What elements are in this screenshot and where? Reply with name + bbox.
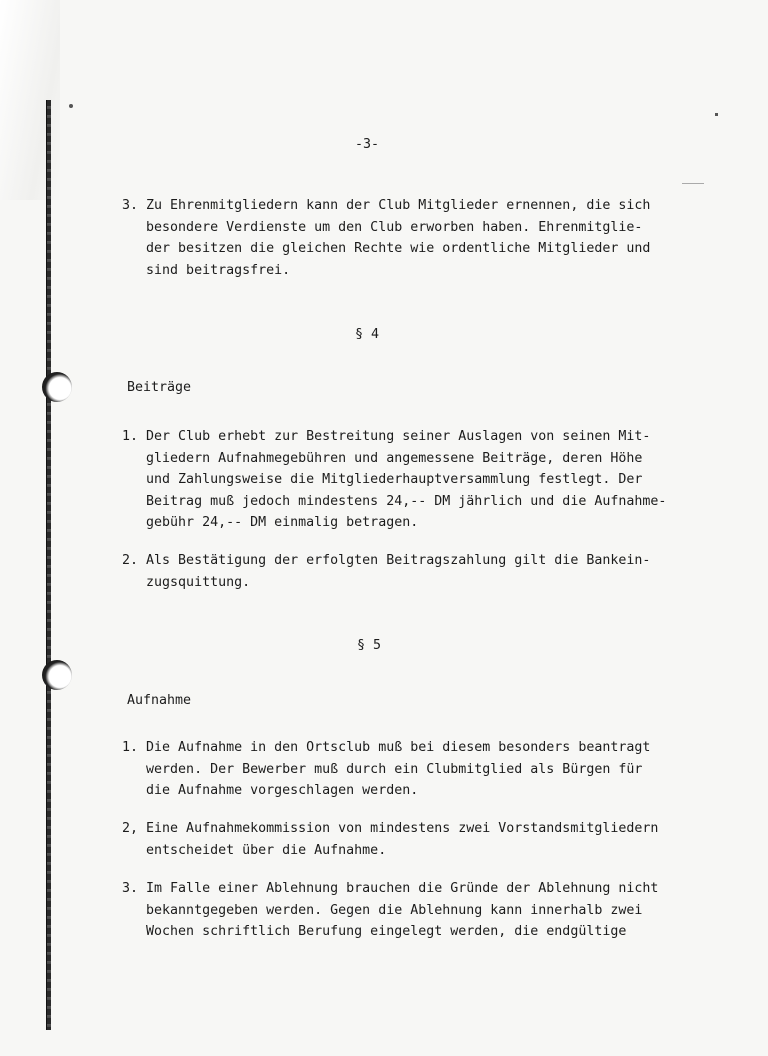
text-line: gliedern Aufnahmegebühren und angemessene Beiträge, deren Höhe bbox=[146, 450, 643, 466]
text-line: Als Bestätigung der erfolgten Beitragszahlung gilt die Bankein- bbox=[146, 553, 651, 568]
text-line: besondere Verdienste um den Club erworben haben. Ehrenmitglie- bbox=[146, 219, 643, 235]
list-item bbox=[122, 737, 650, 802]
list-item bbox=[122, 818, 658, 861]
text-line: zugsquittung. bbox=[146, 574, 251, 590]
text-line: der besitzen die gleichen Rechte wie ordentliche Mitglieder und bbox=[146, 241, 651, 256]
text-line: Beitrag muß jedoch mindestens 24,-- DM jährlich und die Aufnahme- bbox=[146, 493, 667, 509]
punch-hole-lower bbox=[42, 660, 72, 690]
list-number: 3. bbox=[122, 881, 139, 896]
text-line: entscheidet über die Aufnahme. bbox=[146, 842, 387, 858]
stray-mark bbox=[682, 183, 704, 184]
text-line: gebühr 24,-- DM einmalig betragen. bbox=[146, 515, 419, 530]
text-line: die Aufnahme vorgeschlagen werden. bbox=[146, 783, 419, 798]
section-symbol-5: § 5 bbox=[357, 638, 382, 653]
text-line: und Zahlungsweise die Mitgliederhauptversammlung festlegt. Der bbox=[146, 472, 643, 487]
page-fold-shadow bbox=[0, 0, 60, 200]
stray-mark bbox=[715, 113, 718, 116]
list-number: 1. bbox=[122, 429, 139, 444]
section-heading-aufnahme: Aufnahme bbox=[127, 693, 192, 708]
text-line: Wochen schriftlich Berufung eingelegt werden, die endgültige bbox=[146, 924, 627, 939]
stray-mark bbox=[69, 104, 73, 108]
list-number: 3. bbox=[122, 198, 139, 213]
text-line: Eine Aufnahmekommission von mindestens zwei Vorstandsmitgliedern bbox=[146, 821, 659, 836]
text-line: sind beitragsfrei. bbox=[146, 262, 291, 278]
section-heading-beitraege: Beiträge bbox=[127, 380, 192, 395]
binding-edge bbox=[46, 100, 51, 1030]
section-symbol-4: § 4 bbox=[355, 327, 380, 342]
list-item bbox=[122, 426, 666, 534]
honorary-members-item bbox=[122, 195, 650, 281]
text-line: bekanntgegeben werden. Gegen die Ablehnung kann innerhalb zwei bbox=[146, 902, 643, 918]
text-line: Die Aufnahme in den Ortsclub muß bei diesem besonders beantragt bbox=[146, 740, 651, 755]
text-line: Zu Ehrenmitgliedern kann der Club Mitglieder ernennen, die sich bbox=[146, 198, 651, 213]
text-line: werden. Der Bewerber muß durch ein Clubmitglied als Bürgen für bbox=[146, 761, 643, 777]
list-item bbox=[122, 550, 650, 593]
list-number: 2. bbox=[122, 553, 139, 568]
list-number: 2, bbox=[122, 821, 139, 836]
text-line: Der Club erhebt zur Bestreitung seiner Auslagen von seinen Mit- bbox=[146, 429, 651, 444]
list-number: 1. bbox=[122, 740, 139, 755]
page-number: -3- bbox=[355, 137, 380, 152]
text-line: Im Falle einer Ablehnung brauchen die Gründe der Ablehnung nicht bbox=[146, 881, 659, 896]
punch-hole-upper bbox=[42, 372, 72, 402]
list-item bbox=[122, 878, 658, 943]
